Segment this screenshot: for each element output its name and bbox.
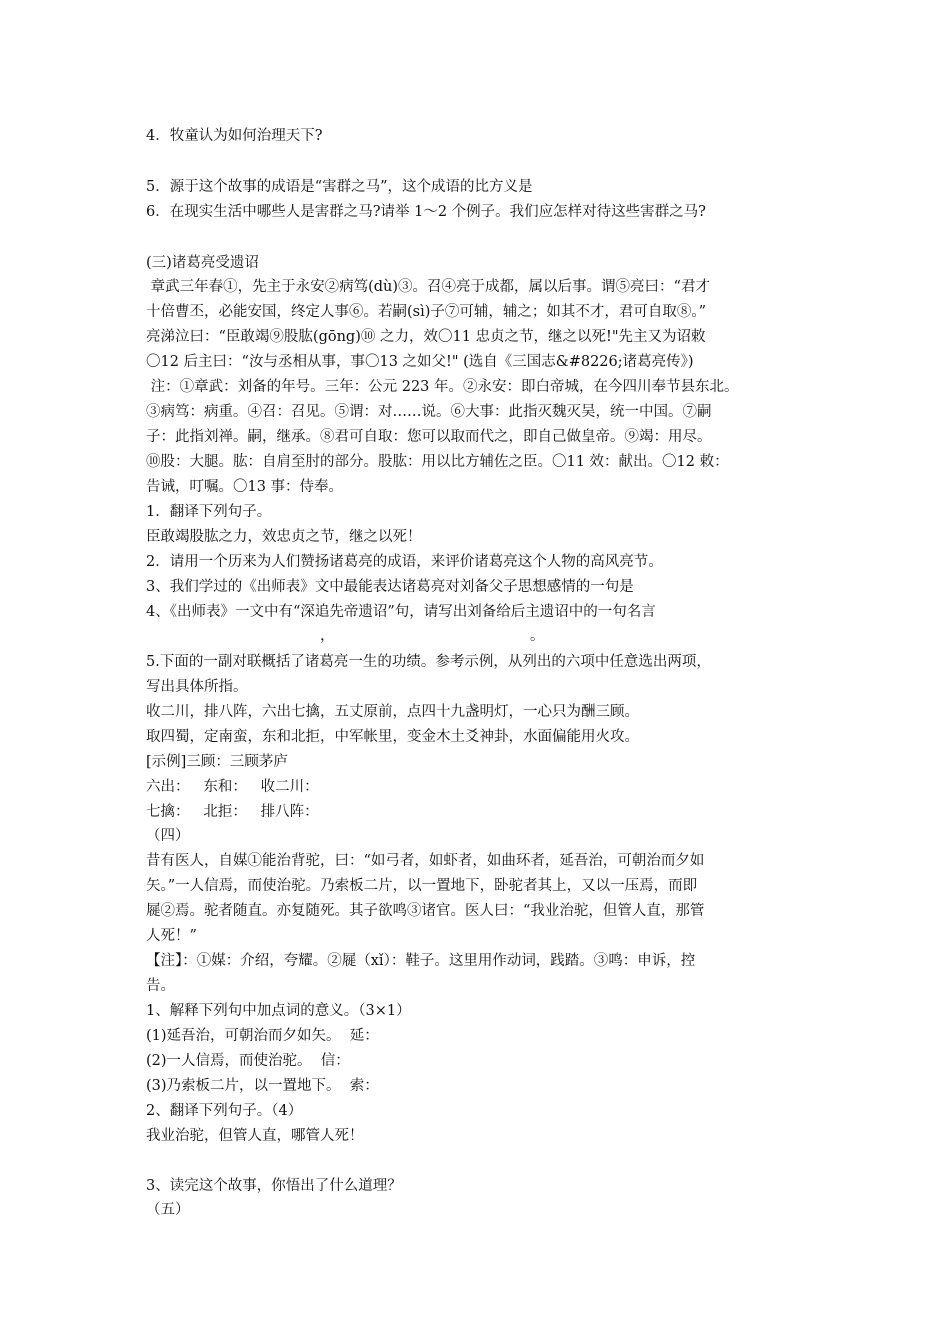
note-line: 子：此指刘禅。嗣，继承。⑧君可自取：您可以取而代之，即自己做皇帝。⑨竭：用尽。	[146, 429, 712, 445]
question-line: (2)一人信焉，而使治驼。 信：	[146, 1053, 350, 1069]
passage-line: 矢。”一人信焉，而使治驼。乃索板二片，以一置地下，卧驼者其上，又以一压焉，而即	[146, 878, 698, 894]
note-line: ③病笃：病重。④召：召见。⑤谓：对……说。⑥大事：此指灭魏灭吴，统一中国。⑦嗣	[146, 404, 712, 420]
example-line: [示例]三顾：三顾茅庐	[146, 754, 288, 770]
question-line: 2．请用一个历来为人们赞扬诸葛亮的成语，来评价诸葛亮这个人物的高风亮节。	[146, 554, 663, 570]
note-line: 告。	[146, 978, 175, 994]
question-line: (3)乃索板二片，以一置地下。 索：	[146, 1078, 379, 1094]
passage-line: 章武三年春①，先主于永安②病笃(dù)③。召④亮于成都，属以后事。谓⑤亮曰：“君才	[146, 279, 710, 295]
answer-row: 六出： 东和： 收二川：	[146, 779, 319, 795]
question-line: 3、读完这个故事，你悟出了什么道理？	[146, 1178, 402, 1194]
section-title-3: (三)诸葛亮受遗诏	[146, 255, 259, 271]
question-4: 4．牧童认为如何治理天下?	[146, 128, 323, 144]
passage-line: 亮涕泣曰：“臣敢竭⑨股肱(gōng)⑩ 之力，效〇11 忠贞之节，继之以死!"先主又为诏敕	[146, 329, 706, 345]
question-6: 6．在现实生活中哪些人是害群之马?请举 1～2 个例子。我们应怎样对待这些害群之马?	[146, 204, 706, 220]
passage-line: 〇12 后主曰：“汝与丞相从事，事〇13 之如父!" (选自《三国志&#8226;诸葛亮传》)	[146, 354, 694, 370]
question-line: 1．翻译下列句子。	[146, 504, 272, 520]
note-line: 告诫，叮嘱。〇13 事：侍奉。	[146, 479, 344, 495]
question-line: 5.下面的一副对联概括了诸葛亮一生的功绩。参考示例，从列出的六项中任意选出两项，	[146, 654, 711, 670]
answer-row: 七擒： 北拒： 排八阵：	[146, 804, 319, 820]
question-line: 3、我们学过的《出师表》文中最能表达诸葛亮对刘备父子思想感情的一句是	[146, 579, 634, 595]
note-line: ⑩股：大腿。肱：自肩至肘的部分。股肱：用以比方辅佐之臣。〇11 效：献出。〇12 敕：	[146, 454, 729, 470]
question-line: 4、《出师表》一文中有“深追先帝遗诏”句，请写出刘备给后主遗诏中的一句名言	[146, 604, 656, 620]
question-line: 臣敢竭股肱之力，效忠贞之节，继之以死！	[146, 529, 422, 545]
question-line: 2、翻译下列句子。（4）	[146, 1103, 303, 1119]
note-line: 注：①章武：刘备的年号。三年：公元 223 年。②永安：即白帝城，在今四川奉节县东北。	[146, 379, 739, 395]
couplet-line: 取四蜀，定南蛮，东和北拒，中军帐里，变金木土爻神卦，水面偏能用火攻。	[146, 729, 639, 745]
question-line: 我业治驼，但管人直，哪管人死！	[146, 1128, 364, 1144]
question-line: 1、解释下列句中加点词的意义。（3×1）	[146, 1003, 411, 1019]
question-line: (1)延吾治，可朝治而夕如矢。 延：	[146, 1028, 379, 1044]
couplet-line: 收二川，排八阵，六出七擒，五丈原前，点四十九盏明灯，一心只为酬三顾。	[146, 704, 639, 720]
question-5: 5．源于这个故事的成语是“害群之马”，这个成语的比方义是	[146, 179, 533, 195]
passage-line: 昔有医人，自媒①能治背驼，曰：“如弓者，如虾者，如曲环者，延吾治，可朝治而夕如	[146, 853, 705, 869]
blank-period: 。	[530, 628, 545, 644]
note-line: 【注】：①媒：介绍，夸耀。②屣（xǐ）：鞋子。这里用作动词，践踏。③鸣：申诉，控	[146, 953, 696, 969]
question-line: 写出具体所指。	[146, 679, 248, 695]
section-title-5: （五）	[146, 1202, 190, 1218]
section-title-4: （四）	[146, 828, 190, 844]
passage-line: 屣②焉。驼者随直。亦复随死。其子欲鸣③诸官。医人曰：“我业治驼，但管人直，那管	[146, 903, 705, 919]
blank-comma: ，	[320, 628, 335, 644]
passage-line: 人死！”	[146, 928, 197, 944]
passage-line: 十倍曹丕，必能安国，终定人事⑥。若嗣(sì)子⑦可辅，辅之；如其不才，君可自取⑧。”	[146, 304, 707, 320]
